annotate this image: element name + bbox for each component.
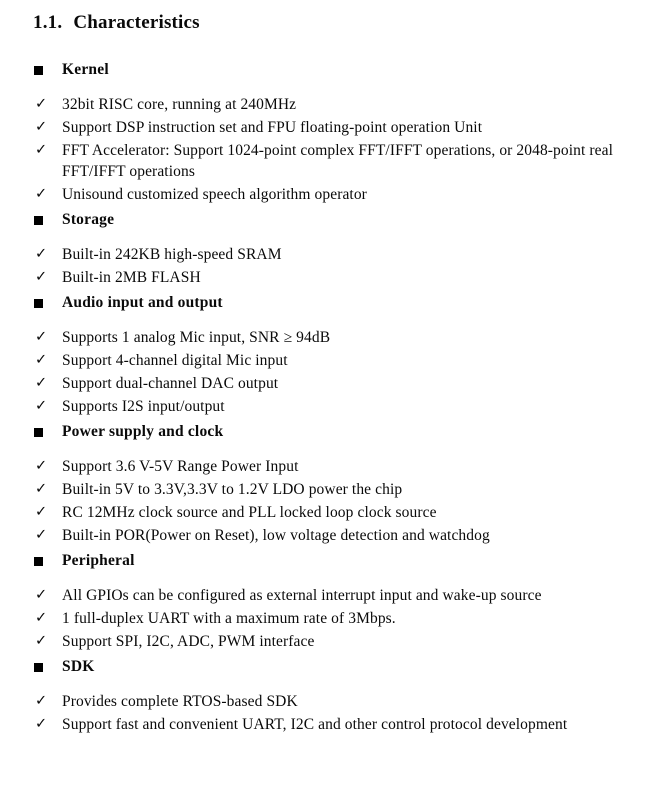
section-item-list <box>0 585 672 652</box>
list-item-text: Supports I2S input/output <box>62 398 225 415</box>
list-item <box>0 94 672 115</box>
section-heading <box>0 209 672 231</box>
list-item <box>0 631 672 652</box>
list-item <box>0 117 672 138</box>
section-heading-label: Power supply and clock <box>62 423 224 440</box>
section-item-list <box>0 691 672 735</box>
list-item <box>0 714 672 735</box>
list-item <box>0 184 672 205</box>
section-number: 1.1. <box>33 12 63 33</box>
checkmark-icon: ✓ <box>35 398 48 414</box>
section-heading-label: Peripheral <box>62 552 135 569</box>
checkmark-icon: ✓ <box>35 329 48 345</box>
black-square-icon <box>34 299 43 308</box>
checkmark-icon: ✓ <box>35 481 48 497</box>
list-item-text: 1 full-duplex UART with a maximum rate of 3Mbps. <box>62 610 396 627</box>
list-item-text: Support DSP instruction set and FPU floating-point operation Unit <box>62 119 483 136</box>
section <box>0 209 672 288</box>
list-item-text: RC 12MHz clock source and PLL locked loop clock source <box>62 504 437 521</box>
section-heading-label: SDK <box>62 658 95 675</box>
checkmark-icon: ✓ <box>35 716 48 732</box>
list-item <box>0 525 672 546</box>
checkmark-icon: ✓ <box>35 587 48 603</box>
black-square-icon <box>34 216 43 225</box>
list-item-text: All GPIOs can be configured as external interrupt input and wake-up source <box>62 587 542 604</box>
checkmark-icon: ✓ <box>35 375 48 391</box>
list-item <box>0 608 672 629</box>
section-heading-label: Storage <box>62 211 115 228</box>
checkmark-icon: ✓ <box>35 269 48 285</box>
checkmark-icon: ✓ <box>35 458 48 474</box>
list-item-text: Support SPI, I2C, ADC, PWM interface <box>62 633 315 650</box>
checkmark-icon: ✓ <box>35 610 48 626</box>
section-item-list <box>0 327 672 417</box>
section-heading <box>0 656 672 678</box>
checkmark-icon: ✓ <box>35 142 48 158</box>
list-item-text: 32bit RISC core, running at 240MHz <box>62 96 297 113</box>
checkmark-icon: ✓ <box>35 504 48 520</box>
list-item <box>0 456 672 477</box>
section <box>0 656 672 735</box>
section-item-list <box>0 456 672 546</box>
list-item <box>0 502 672 523</box>
list-item-text: Support 3.6 V-5V Range Power Input <box>62 458 299 475</box>
sections-container <box>0 59 672 735</box>
list-item-text: Support fast and convenient UART, I2C and other control protocol development <box>62 716 568 733</box>
section-heading <box>0 550 672 572</box>
checkmark-icon: ✓ <box>35 186 48 202</box>
page-title <box>33 11 672 35</box>
list-item-text: Built-in POR(Power on Reset), low voltage detection and watchdog <box>62 527 490 544</box>
checkmark-icon: ✓ <box>35 119 48 135</box>
checkmark-icon: ✓ <box>35 96 48 112</box>
checkmark-icon: ✓ <box>35 527 48 543</box>
list-item <box>0 350 672 371</box>
section <box>0 59 672 205</box>
section-heading <box>0 421 672 443</box>
checkmark-icon: ✓ <box>35 246 48 262</box>
section <box>0 550 672 652</box>
section <box>0 421 672 546</box>
list-item-text: FFT Accelerator: Support 1024-point complex FFT/IFFT operations, or 2048-point real FFT/IFFT operations <box>62 142 614 180</box>
checkmark-icon: ✓ <box>35 693 48 709</box>
list-item-text: Supports 1 analog Mic input, SNR ≥ 94dB <box>62 329 331 346</box>
list-item <box>0 691 672 712</box>
list-item-text: Unisound customized speech algorithm operator <box>62 186 367 203</box>
list-item <box>0 396 672 417</box>
list-item-text: Provides complete RTOS-based SDK <box>62 693 298 710</box>
black-square-icon <box>34 663 43 672</box>
list-item <box>0 585 672 606</box>
list-item <box>0 140 672 182</box>
black-square-icon <box>34 66 43 75</box>
list-item <box>0 267 672 288</box>
list-item <box>0 479 672 500</box>
list-item-text: Support 4-channel digital Mic input <box>62 352 288 369</box>
list-item-text: Built-in 5V to 3.3V,3.3V to 1.2V LDO power the chip <box>62 481 403 498</box>
list-item <box>0 244 672 265</box>
list-item <box>0 373 672 394</box>
list-item <box>0 327 672 348</box>
section-item-list <box>0 244 672 288</box>
list-item-text: Built-in 2MB FLASH <box>62 269 201 286</box>
list-item-text: Built-in 242KB high-speed SRAM <box>62 246 282 263</box>
section-heading <box>0 292 672 314</box>
list-item-text: Support dual-channel DAC output <box>62 375 279 392</box>
page-title-text: Characteristics <box>73 12 200 33</box>
checkmark-icon: ✓ <box>35 633 48 649</box>
black-square-icon <box>34 428 43 437</box>
black-square-icon <box>34 557 43 566</box>
section-heading-label: Audio input and output <box>62 294 223 311</box>
section-item-list <box>0 94 672 205</box>
section-heading <box>0 59 672 81</box>
checkmark-icon: ✓ <box>35 352 48 368</box>
section <box>0 292 672 417</box>
section-heading-label: Kernel <box>62 61 109 78</box>
